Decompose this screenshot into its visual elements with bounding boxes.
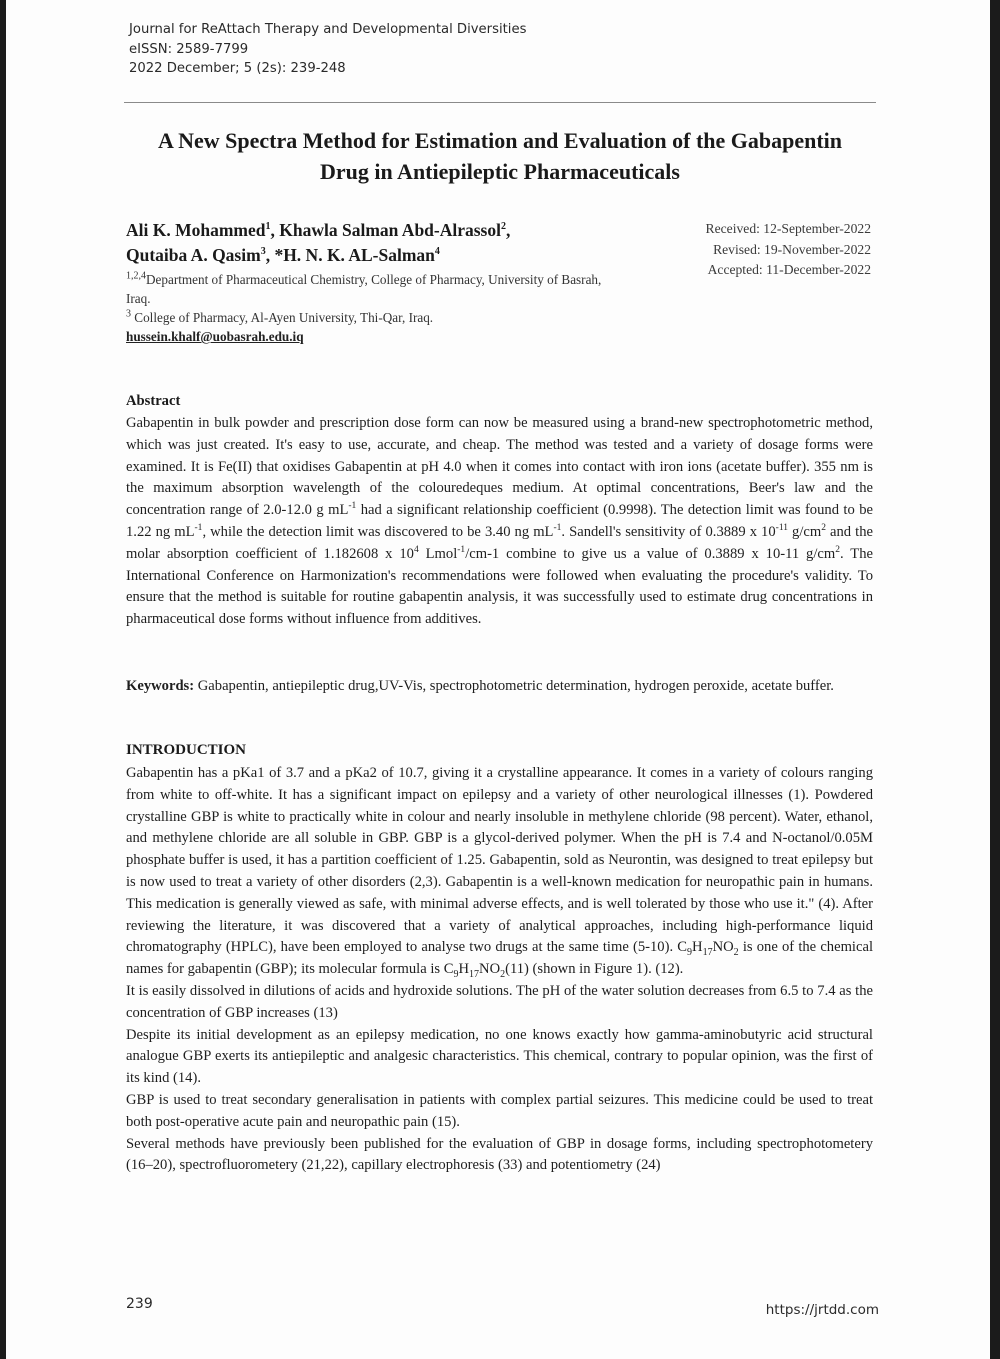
affiliation-text: Department of Pharmaceutical Chemistry, College of Pharmacy, University of Basrah, Iraq. bbox=[126, 272, 602, 306]
introduction-body bbox=[126, 763, 873, 1177]
journal-url-link[interactable]: https://jrtdd.com bbox=[765, 1302, 879, 1318]
intro-paragraph-4: GBP is used to treat secondary generalisation in patients with complex partial seizures. This medicine could be used to treat both post-operative acute pain and neuropathic pain (15). bbox=[126, 1091, 873, 1130]
author-name: Khawla Salman Abd-Alrassol bbox=[279, 220, 501, 240]
author-list: Ali K. Mohammed$^1$, Khawla Salman Abd-Alrassol$^2$, Qutaiba A. Qasim$^3$, *H. N. K. AL-Salman$^4$ bbox=[126, 220, 511, 265]
keywords-label: Keywords: bbox=[126, 678, 195, 694]
subscript: 17 bbox=[469, 969, 480, 981]
text-run: H bbox=[692, 939, 703, 956]
subscript: 2 bbox=[733, 947, 739, 959]
affiliation-text: College of Pharmacy, Al-Ayen University, Thi-Qar, Iraq. bbox=[131, 310, 434, 325]
text-run: . The International Conference on Harmonization's recommendations were followed when evaluating the procedure's validity. To ensure that the method is suitable for routine gabapentin analysis, it was successfully used to estimate drug concentrations in pharmaceutical dose forms without influence from additives. bbox=[126, 545, 873, 628]
text-run: Lmol bbox=[418, 545, 458, 562]
text-run: , while the detection limit was discovered to be 3.40 ng mL bbox=[202, 523, 554, 540]
corresponding-email-link[interactable]: hussein.khalf@uobasrah.edu.iq bbox=[126, 329, 304, 344]
text-run: NO bbox=[712, 939, 734, 956]
text-run: Gabapentin has a pKa1 of 3.7 and a pKa2 of 10.7, giving it a crystalline appearance. It comes in a variety of colours ranging from white to off-white. It has a significant impact on epilepsy and a variety of other neurological illnesses (1). Powdered crystalline GBP is white to practically white in colour and nearly insoluble in methylene chloride (98 percent). Water, ethanol, and methylene chloride are all soluble in GBP. GBP is a glycol-derived polymer. When the pH is 7.4 and N-octanol/0.05M phosphate buffer is used, it has a partition coefficient of 1.25. Gabapentin, sold as Neurontin, was designed to treat epilepsy but is now used to treat a variety of other disorders (2,3). Gabapentin is a well-known medication for neuropathic pain in humans. This medication is generally viewed as safe, with minimal adverse effects, and is well tolerated by those who use it." (4). After reviewing the literature, it was discovered that a variety of analytical approaches, including high-performance liquid chromatography (HPLC), have been employed to analyse two drugs at the same time (5-10). C bbox=[126, 765, 873, 956]
abstract-body bbox=[126, 413, 873, 631]
superscript: -11 bbox=[775, 523, 788, 534]
paper-title-line-1: A New Spectra Method for Estimation and Evaluation of the Gabapentin bbox=[157, 128, 843, 153]
subscript: 17 bbox=[702, 947, 713, 959]
superscript: -1 bbox=[553, 523, 562, 534]
text-run: H bbox=[458, 961, 470, 978]
submission-dates bbox=[646, 219, 871, 281]
author-sup: 1 bbox=[265, 221, 271, 233]
keywords bbox=[126, 676, 873, 698]
author-name: Ali K. Mohammed bbox=[126, 220, 266, 240]
document-page bbox=[6, 0, 990, 1359]
introduction-heading: INTRODUCTION bbox=[126, 742, 247, 758]
page-number: 239 bbox=[126, 1296, 153, 1312]
subscript: 9 bbox=[687, 947, 693, 959]
keywords-text: Gabapentin, antiepileptic drug,UV-Vis, spectrophotometric determination, hydrogen peroxide, acetate buffer. bbox=[194, 678, 834, 694]
intro-paragraph-5: Several methods have previously been published for the evaluation of GBP in dosage forms, including spectrophotometery (16–20), spectrofluorometery (21,22), capillary electrophoresis (33) and potentiometry (24) bbox=[126, 1135, 873, 1174]
author-sup: 3 bbox=[260, 246, 266, 258]
text-run: /cm-1 combine to give us a value of 0.3889 x 10-11 g/cm bbox=[465, 545, 836, 562]
intro-paragraph-2: It is easily dissolved in dilutions of acids and hydroxide solutions. The pH of the water solution decreases from 6.5 to 7.4 as the concentration of GBP increases (13) bbox=[126, 982, 873, 1021]
author-sup: 2 bbox=[500, 221, 506, 233]
journal-name: Journal for ReAttach Therapy and Developmental Diversities bbox=[129, 22, 527, 37]
affiliations bbox=[126, 270, 626, 346]
affiliation-2 bbox=[126, 308, 626, 327]
journal-eissn: eISSN: 2589-7799 bbox=[129, 41, 249, 57]
abstract-heading: Abstract bbox=[126, 393, 181, 409]
received-date: Received: 12-September-2022 bbox=[705, 221, 871, 236]
subscript: 2 bbox=[500, 969, 506, 981]
text-run: (11) (shown in Figure 1). (12). bbox=[505, 961, 684, 978]
superscript: -1 bbox=[348, 501, 357, 512]
journal-header bbox=[129, 20, 526, 79]
text-run: Gabapentin in bulk powder and prescription dose form can now be measured using a brand-new spectrophotometric method, which was just created. It's easy to use, accurate, and cheap. The method was tested and a variety of dosage forms were examined. It is Fe(II) that oxidises Gabapentin at pH 4.0 when it comes into contact with iron ions (acetate buffer). 355 nm is the maximum absorption wavelength of the colouredeques medium. At optimal concentrations, Beer's law and the concentration range of 2.0-12.0 g mL bbox=[126, 415, 873, 519]
superscript: -1 bbox=[194, 523, 203, 534]
affiliation-sup: 1,2,4 bbox=[126, 270, 146, 282]
superscript: -1 bbox=[457, 544, 466, 555]
paper-title bbox=[124, 125, 876, 187]
journal-issue: 2022 December; 5 (2s): 239-248 bbox=[129, 61, 346, 76]
author-name: Qutaiba A. Qasim bbox=[126, 245, 261, 265]
author-name: *H. N. K. AL-Salman bbox=[274, 245, 435, 265]
revised-date: Revised: 19-November-2022 bbox=[713, 241, 871, 257]
text-run: had a significant relationship coefficient (0.9998). The detection limit was found to be 1.22 ng mL bbox=[126, 502, 873, 540]
accepted-date: Accepted: 11-December-2022 bbox=[707, 262, 871, 277]
subscript: 9 bbox=[453, 969, 459, 981]
text-run: . Sandell's sensitivity of 0.3889 x 10 bbox=[561, 523, 776, 540]
affiliation-sup: 3 bbox=[126, 308, 131, 320]
text-run: and the molar absorption coefficient of 1.182608 x 10 bbox=[126, 523, 873, 562]
affiliation-1 bbox=[126, 270, 626, 308]
intro-paragraph-1 bbox=[126, 763, 873, 981]
superscript: 2 bbox=[835, 544, 840, 555]
text-run: g/cm bbox=[787, 523, 822, 540]
author-sup: 4 bbox=[434, 246, 440, 258]
intro-paragraph-3: Despite its initial development as an epilepsy medication, no one knows exactly how gamma-aminobutyric acid structural analogue GBP exerts its antiepileptic and analgesic characteristics. This chemical, contrary to popular opinion, was the first of its kind (14). bbox=[126, 1026, 873, 1087]
text-run: NO bbox=[479, 961, 501, 978]
paper-title-line-2: Drug in Antiepileptic Pharmaceuticals bbox=[320, 159, 680, 184]
superscript: 2 bbox=[821, 523, 826, 534]
header-divider bbox=[124, 102, 876, 103]
text-run: is one of the chemical names for gabapentin (GBP); its molecular formula is C bbox=[126, 939, 874, 978]
superscript: 4 bbox=[413, 544, 419, 555]
